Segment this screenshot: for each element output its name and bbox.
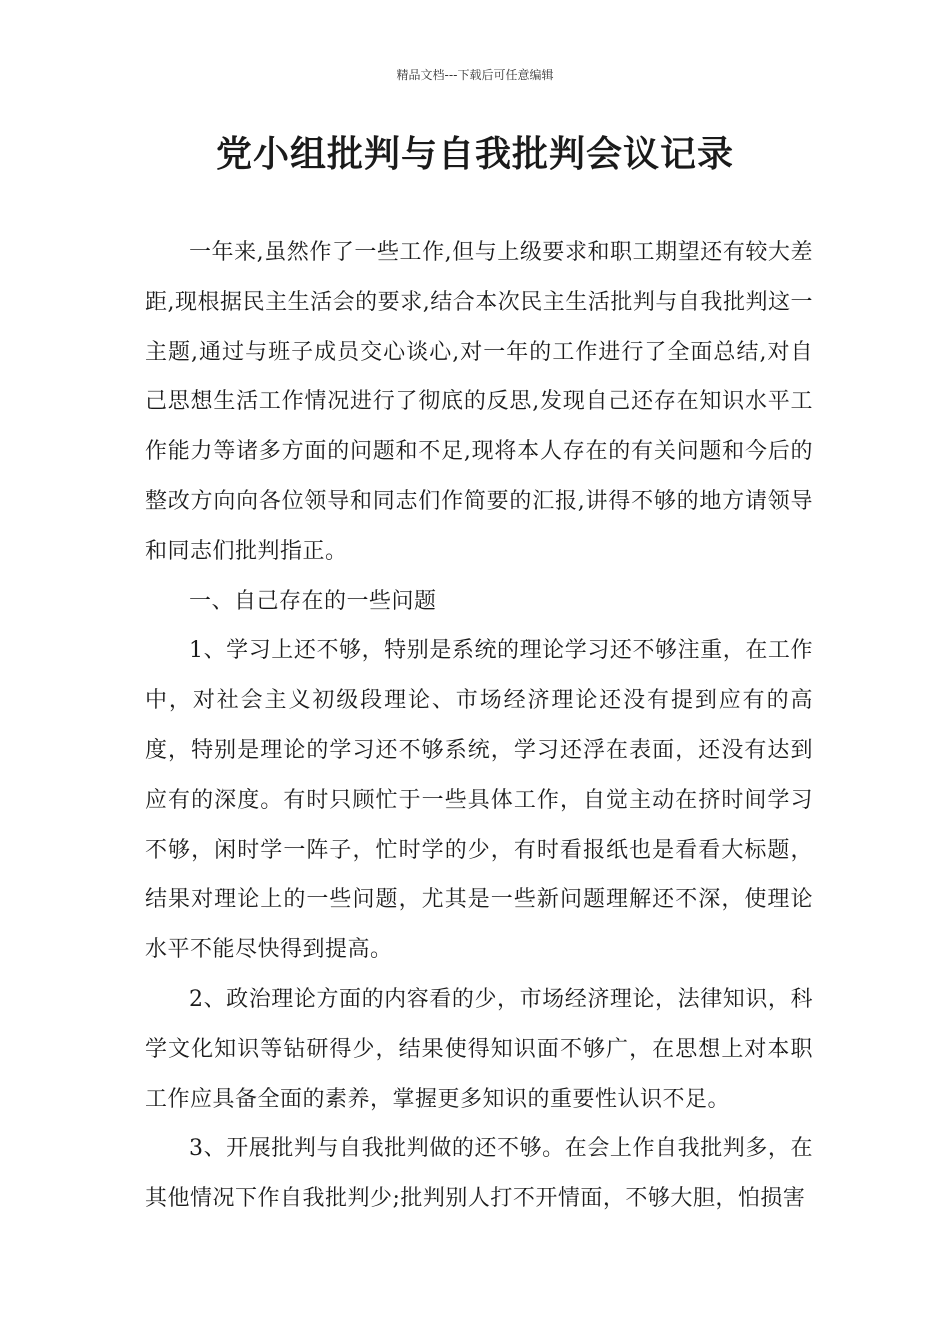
section-heading: 一、自己存在的一些问题 — [189, 588, 437, 614]
paragraph-intro: 一年来,虽然作了一些工作,但与上级要求和职工期望还有较大差距,现根据民主生活会的要求,结合本次民主生活批判与自我批判这一主题,通过与班子成员交心谈心,对一年的工作进行了全面总结,对自己思想生活工作情况进行了彻底的反思,发现自己还存在知识水平工作能力等诸多方面的问题和不足,现将本人存在的有关问题和今后的整改方向向各位领导和同志们作简要的汇报,讲得不够的地方请领导和同志们批判指正。 — [145, 240, 813, 564]
header-note: 精品文档---下载后可任意编辑 — [396, 68, 554, 82]
paragraph-item-1: 1、学习上还不够，特别是系统的理论学习还不够注重，在工作中，对社会主义初级段理论、市场经济理论还没有提到应有的高度，特别是理论的学习还不够系统，学习还浮在表面，还没有达到应有的深度。有时只顾忙于一些具体工作，自觉主动在挤时间学习不够，闲时学一阵子，忙时学的少，有时看报纸也是看看大标题，结果对理论上的一些问题，尤其是一些新问题理解还不深，使理论水平不能尽快得到提高。 — [145, 638, 813, 963]
paragraph-item-2: 2、政治理论方面的内容看的少，市场经济理论，法律知识，科学文化知识等钻研得少，结果使得知识面不够广，在思想上对本职工作应具备全面的素养，掌握更多知识的重要性认识不足。 — [145, 986, 813, 1112]
document-body — [145, 228, 813, 1224]
page-title: 党小组批判与自我批判会议记录 — [215, 134, 734, 175]
paragraph-item-3: 3、开展批判与自我批判做的还不够。在会上作自我批判多，在其他情况下作自我批判少;批判别人打不开情面，不够大胆，怕损害 — [145, 1136, 813, 1212]
